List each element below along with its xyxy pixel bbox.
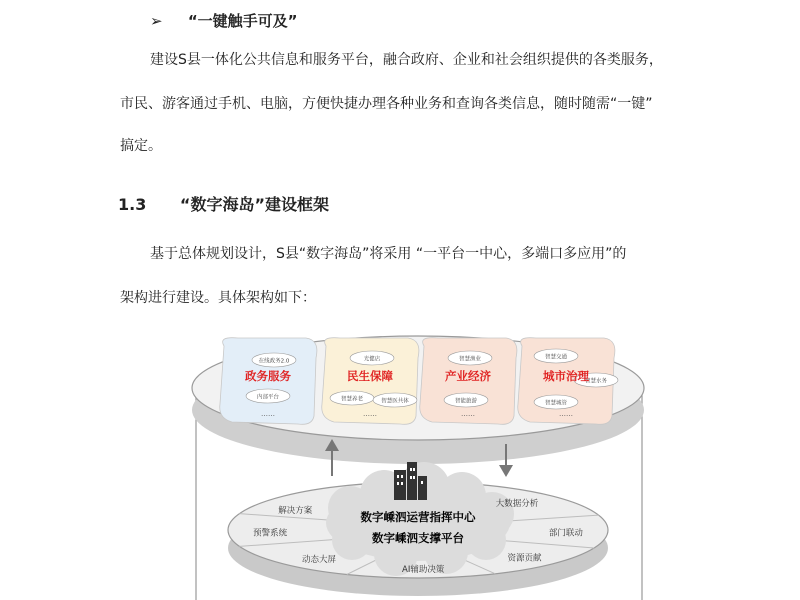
item-label: 智慧水务	[584, 378, 608, 385]
item-label: 在线政务2.0	[258, 358, 290, 365]
bullet-title: “一键触手可及”	[187, 12, 298, 30]
segment-label: 部门联动	[548, 528, 583, 539]
paragraph2-line2: 架构进行建设。具体架构如下：	[120, 290, 316, 306]
segment-label: 资源贡献	[507, 553, 542, 564]
item-label: 智能旅游	[454, 398, 478, 405]
item-label: 智慧城管	[544, 400, 568, 407]
section-1	[220, 338, 317, 425]
section-label: 产业经济	[445, 369, 491, 383]
section-2	[322, 338, 419, 425]
segment-label: AI辅助决策	[402, 564, 445, 575]
more-ellipsis: ……	[461, 410, 475, 418]
paragraph1-line3: 搞定。	[120, 138, 162, 154]
section-number: 1.3	[118, 195, 147, 214]
top-tier	[192, 336, 644, 464]
section-3	[420, 338, 517, 425]
item-label: 智慧医共体	[381, 398, 409, 405]
arrow-bullet-icon: ➢	[150, 12, 163, 30]
more-ellipsis: ……	[559, 410, 573, 418]
paragraph1-line2: 市民、游客通过手机、电脑，方便快捷办理各种业务和查询各类信息，随时随需“一键”	[120, 96, 653, 112]
center-label-2: 数字嵊泗支撑平台	[372, 531, 464, 545]
item-label: 智慧交通	[544, 354, 568, 361]
section-heading	[118, 192, 329, 215]
center-label-1: 数字嵊泗运营指挥中心	[360, 510, 476, 524]
section-label: 民生保障	[347, 369, 393, 383]
item-label: 光健店	[363, 356, 381, 363]
segment-label: 大数据分析	[495, 498, 539, 509]
segment-label: 动态大屏	[301, 555, 336, 566]
paragraph1-line1: 建设S县一体化公共信息和服务平台，融合政府、企业和社会组织提供的各类服务，	[150, 52, 663, 68]
section-label: 政务服务	[245, 369, 291, 383]
arrow-down-icon	[499, 465, 513, 477]
section-title: “数字海岛”建设框架	[179, 195, 329, 214]
section-label: 城市治理	[543, 369, 589, 383]
segment-label: 解决方案	[278, 505, 313, 516]
item-label: 智慧养老	[340, 396, 364, 403]
item-label: 智慧渔业	[458, 356, 482, 363]
segment-label: 预警系统	[253, 528, 288, 539]
architecture-diagram	[0, 318, 800, 600]
bullet-heading	[150, 10, 298, 31]
paragraph2-line1: 基于总体规划设计，S县“数字海岛”将采用 “一平台一中心，多端口多应用”的	[150, 246, 627, 262]
section-4	[518, 338, 618, 425]
more-ellipsis: ……	[261, 410, 275, 418]
item-label: 内部平台	[256, 394, 280, 401]
more-ellipsis: ……	[363, 410, 377, 418]
bottom-tier	[228, 462, 608, 596]
